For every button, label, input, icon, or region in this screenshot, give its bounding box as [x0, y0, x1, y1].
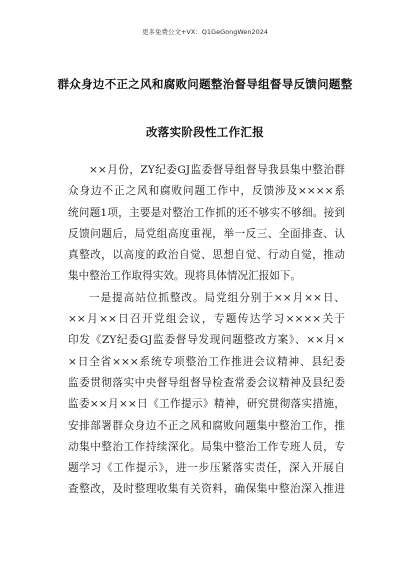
body-line: 印发《ZY纪委GJ监委督导发现问题整改方案》、××月×: [68, 334, 345, 347]
body-line: ×日全省×××系统专项整治工作推进会议精神、县纪委: [68, 355, 345, 368]
body-line: 一是提高站位抓整改。局党组分别于××月××日、: [89, 291, 345, 304]
body-line: ××月××日召开党组会议，专题传达学习××××关于: [68, 313, 345, 326]
body-line: 监委××月××日《工作提示》精神，研究贯彻落实措施，: [68, 398, 345, 411]
header-note: 更多免费公文+VX：Q1GeGongWen2024: [141, 28, 269, 36]
body-line: ××月份，ZY纪委GJ监委督导组督导我县集中整治群: [89, 164, 345, 176]
body-line: 真整改，以高度的政治自觉、思想自觉、行动自觉，推动: [68, 249, 345, 262]
body-line: 查整改，及时整理收集有关资料，确保集中整治深入推进: [68, 483, 345, 496]
body-line: 众身边不正之风和腐败问题工作中，反馈涉及××××系: [68, 185, 345, 198]
document-title-line-2: 改落实阶段性工作汇报: [146, 125, 264, 139]
body-line: 题学习《工作提示》，进一步压紧落实责任，深入开展自: [68, 462, 345, 475]
body-line: 反馈问题后，局党组高度重视，举一反三、全面排查、认: [68, 227, 345, 240]
document-title-line-1: 群众身边不正之风和腐败问题整治督导组督导反馈问题整: [57, 77, 353, 91]
body-line: 安排部署群众身边不正之风和腐败问题集中整治工作，推: [68, 419, 345, 432]
document-body: [68, 160, 345, 501]
body-line: 集中整治工作取得实效。现将具体情况汇报如下。: [68, 270, 302, 283]
body-line: 动集中整治工作持续深化。局集中整治工作专班人员，专: [68, 440, 345, 453]
body-line: 统问题1项，主要是对整治工作抓的还不够实不够细。接到: [68, 206, 345, 219]
body-line: 监委贯彻落实中央督导组督导检查常委会议精神及县纪委: [68, 376, 345, 389]
